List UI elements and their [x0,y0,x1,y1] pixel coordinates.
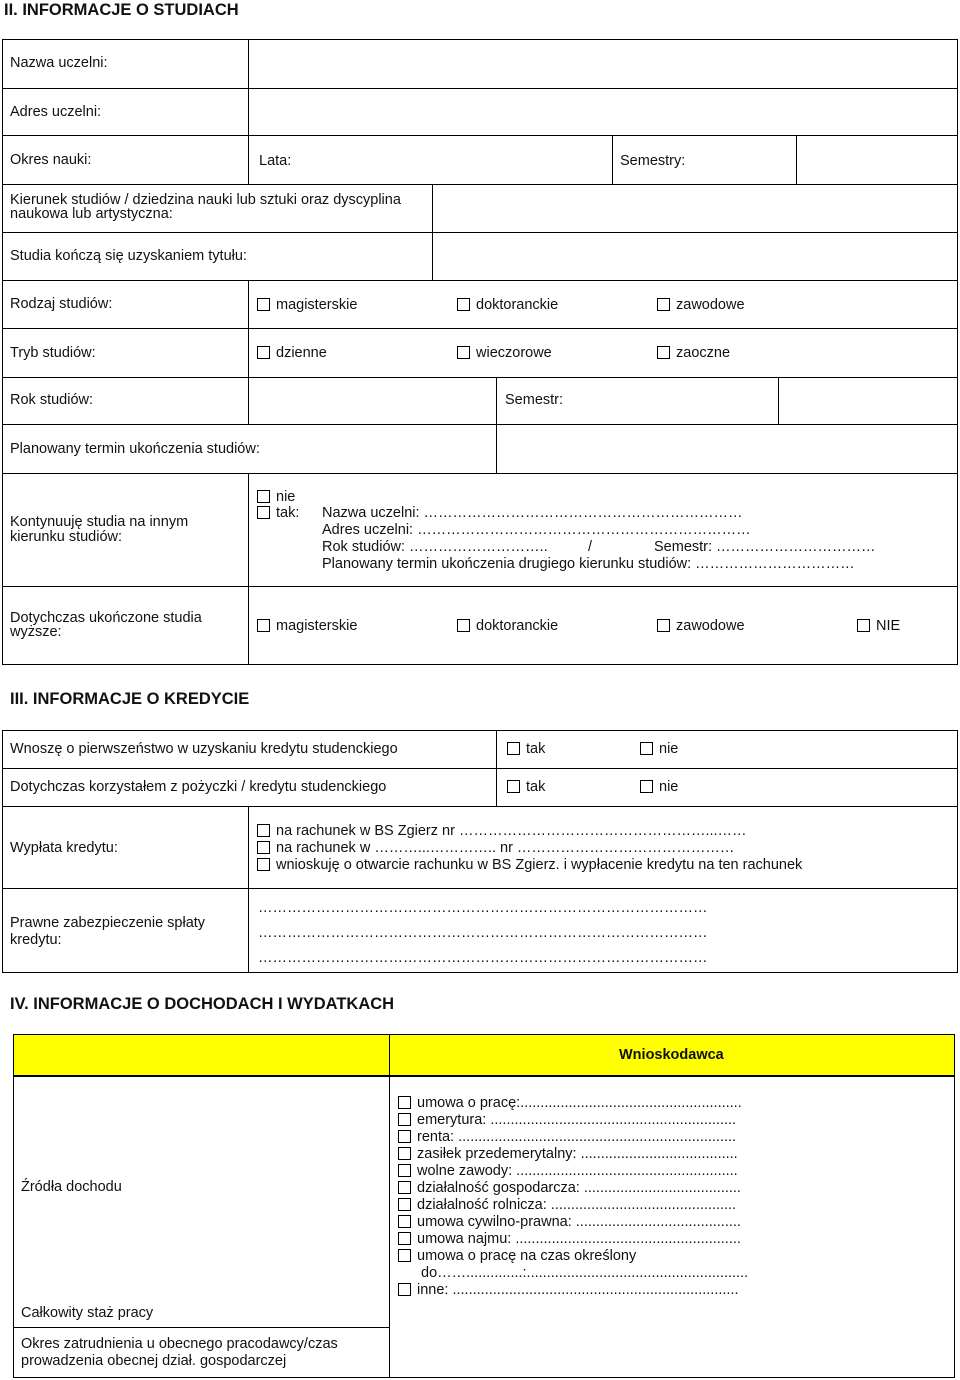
label-university-name: Nazwa uczelni: [10,55,108,71]
option-previous-loan-yes: tak [526,779,546,795]
checkbox-type-doctoral[interactable] [457,298,470,311]
label-field-of-study-2: naukowa lub artystyczna: [10,206,173,222]
option-completed-doctoral: doktoranckie [476,618,559,634]
label-employment-period-2: prowadzenia obecnej dział. gospodarczej [21,1353,287,1369]
option-type-masters: magisterskie [276,297,358,313]
checkbox-mode-evening[interactable] [457,346,470,359]
label-completed-studies-2: wyższe: [10,624,62,640]
label-total-work-experience: Całkowity staż pracy [21,1305,154,1321]
checkbox-income-business[interactable] [398,1181,411,1194]
checkbox-income-employment[interactable] [398,1096,411,1109]
checkbox-second-major-yes[interactable] [257,506,270,519]
label-payout: Wypłata kredytu: [10,840,118,856]
collateral-line-1[interactable]: ………………………………………………………………………………… [258,900,708,916]
option-completed-vocational: zawodowe [676,618,745,634]
option-second-major-no: nie [276,489,296,505]
option-priority-yes: tak [526,741,546,757]
label-study-mode: Tryb studiów: [10,345,96,361]
checkbox-previous-loan-no[interactable] [640,780,653,793]
payout-bs-zgierz-line[interactable]: na rachunek w BS Zgierz nr ……………………………………………...…… [276,823,747,839]
label-collateral-2: kredytu: [10,932,62,948]
income-disability-line[interactable]: renta: ..................................................................... [417,1129,737,1145]
payout-other-bank-line[interactable]: na rachunek w ………...………….. nr ……………………………………… [276,840,735,856]
second-major-year-line[interactable]: Rok studiów: ……………………….. [322,539,548,555]
semesters-field[interactable] [798,137,956,183]
option-completed-none: NIE [876,618,901,634]
checkbox-income-other[interactable] [398,1283,411,1296]
collateral-line-2[interactable]: ………………………………………………………………………………… [258,925,708,941]
checkbox-income-rental[interactable] [398,1232,411,1245]
checkbox-income-freelance[interactable] [398,1164,411,1177]
label-collateral-1: Prawne zabezpieczenie spłaty [10,915,206,931]
label-priority: Wnoszę o pierwszeństwo w uzyskaniu kredytu studenckiego [10,741,398,757]
label-completed-studies-1: Dotychczas ukończone studia [10,610,202,626]
label-study-period: Okres nauki: [10,152,92,168]
income-business-line[interactable]: działalność gospodarcza: ....................................... [417,1180,741,1196]
label-second-major-1: Kontynuuję studia na innym [10,514,189,530]
checkbox-priority-yes[interactable] [507,742,520,755]
years-field[interactable] [300,137,610,183]
second-major-graduation-line[interactable]: Planowany termin ukończenia drugiego kierunku studiów: …………………………… [322,556,855,572]
checkbox-priority-no[interactable] [640,742,653,755]
label-study-type: Rodzaj studiów: [10,296,113,312]
checkbox-completed-none[interactable] [857,619,870,632]
income-header-band [13,1034,955,1076]
label-semester: Semestr: [505,392,564,408]
checkbox-income-pension[interactable] [398,1113,411,1126]
label-university-address: Adres uczelni: [10,104,102,120]
checkbox-completed-vocational[interactable] [657,619,670,632]
income-preretirement-line[interactable]: zasiłek przedemerytalny: ....................................... [417,1146,738,1162]
income-civil-contract-line[interactable]: umowa cywilno-prawna: ......................................... [417,1214,741,1230]
section-heading-credit: III. INFORMACJE O KREDYCIE [10,690,250,708]
income-fixed-term-label: umowa o pracę na czas określony [417,1248,637,1264]
label-employment-period-1: Okres zatrudnienia u obecnego pracodawcy/czas [21,1336,338,1352]
checkbox-income-disability[interactable] [398,1130,411,1143]
checkbox-income-farming[interactable] [398,1198,411,1211]
second-major-university-line[interactable]: Nazwa uczelni: ………………………………………………………… [322,505,743,521]
income-rental-line[interactable]: umowa najmu: ........................................................ [417,1231,741,1247]
checkbox-second-major-no[interactable] [257,490,270,503]
degree-title-field[interactable] [434,234,956,279]
option-mode-daytime: dzienne [276,345,327,361]
second-major-slash: / [588,539,593,555]
checkbox-mode-extramural[interactable] [657,346,670,359]
university-name-field[interactable] [250,41,956,87]
option-second-major-yes: tak: [276,505,300,521]
income-pension-line[interactable]: emerytura: ............................................................. [417,1112,737,1128]
study-year-field[interactable] [250,379,494,423]
checkbox-completed-doctoral[interactable] [457,619,470,632]
option-mode-evening: wieczorowe [476,345,552,361]
second-major-semester-line[interactable]: Semestr: …………………………… [654,539,876,555]
label-previous-loan: Dotychczas korzystałem z pożyczki / kredytu studenckiego [10,779,387,795]
checkbox-type-masters[interactable] [257,298,270,311]
checkbox-completed-masters[interactable] [257,619,270,632]
label-planned-graduation: Planowany termin ukończenia studiów: [10,441,260,457]
checkbox-income-civil-contract[interactable] [398,1215,411,1228]
income-fixed-term-until-line[interactable]: do……..............:....................................................... [421,1265,749,1281]
option-previous-loan-no: nie [659,779,679,795]
section-heading-studies: II. INFORMACJE O STUDIACH [4,1,239,19]
label-second-major-2: kierunku studiów: [10,529,123,545]
second-major-address-line[interactable]: Adres uczelni: …………………………………………………………… [322,522,751,538]
checkbox-type-vocational[interactable] [657,298,670,311]
checkbox-payout-other-bank[interactable] [257,841,270,854]
income-employment-line[interactable]: umowa o pracę:....................................................... [417,1095,742,1111]
label-years: Lata: [259,153,292,169]
checkbox-mode-daytime[interactable] [257,346,270,359]
label-income-sources: Źródła dochodu [21,1179,122,1195]
checkbox-payout-bs-zgierz[interactable] [257,824,270,837]
section-heading-income: IV. INFORMACJE O DOCHODACH I WYDATKACH [10,995,395,1013]
income-farming-line[interactable]: działalność rolnicza: .............................................. [417,1197,737,1213]
label-degree-title: Studia kończą się uzyskaniem tytułu: [10,248,247,264]
payout-open-account-label: wnioskuję o otwarcie rachunku w BS Zgierz. i wypłacenie kredytu na ten rachunek [276,857,803,873]
option-type-vocational: zawodowe [676,297,745,313]
planned-graduation-field[interactable] [498,426,956,472]
option-mode-extramural: zaoczne [676,345,731,361]
income-freelance-line[interactable]: wolne zawody: ....................................................... [417,1163,738,1179]
income-header-applicant: Wnioskodawca [619,1047,724,1063]
option-priority-no: nie [659,741,679,757]
income-other-line[interactable]: inne: ....................................................................... [417,1282,739,1298]
checkbox-payout-open-account[interactable] [257,858,270,871]
collateral-line-3[interactable]: ………………………………………………………………………………… [258,950,708,966]
label-semesters: Semestry: [620,153,686,169]
label-field-of-study-1: Kierunek studiów / dziedzina nauki lub sztuki oraz dyscyplina [10,192,401,208]
option-type-doctoral: doktoranckie [476,297,559,313]
university-address-field[interactable] [250,90,956,134]
checkbox-income-preretirement[interactable] [398,1147,411,1160]
checkbox-previous-loan-yes[interactable] [507,780,520,793]
semester-field[interactable] [780,379,956,423]
field-of-study-field[interactable] [434,186,956,231]
option-completed-masters: magisterskie [276,618,358,634]
label-study-year: Rok studiów: [10,392,94,408]
checkbox-income-fixed-term[interactable] [398,1249,411,1262]
